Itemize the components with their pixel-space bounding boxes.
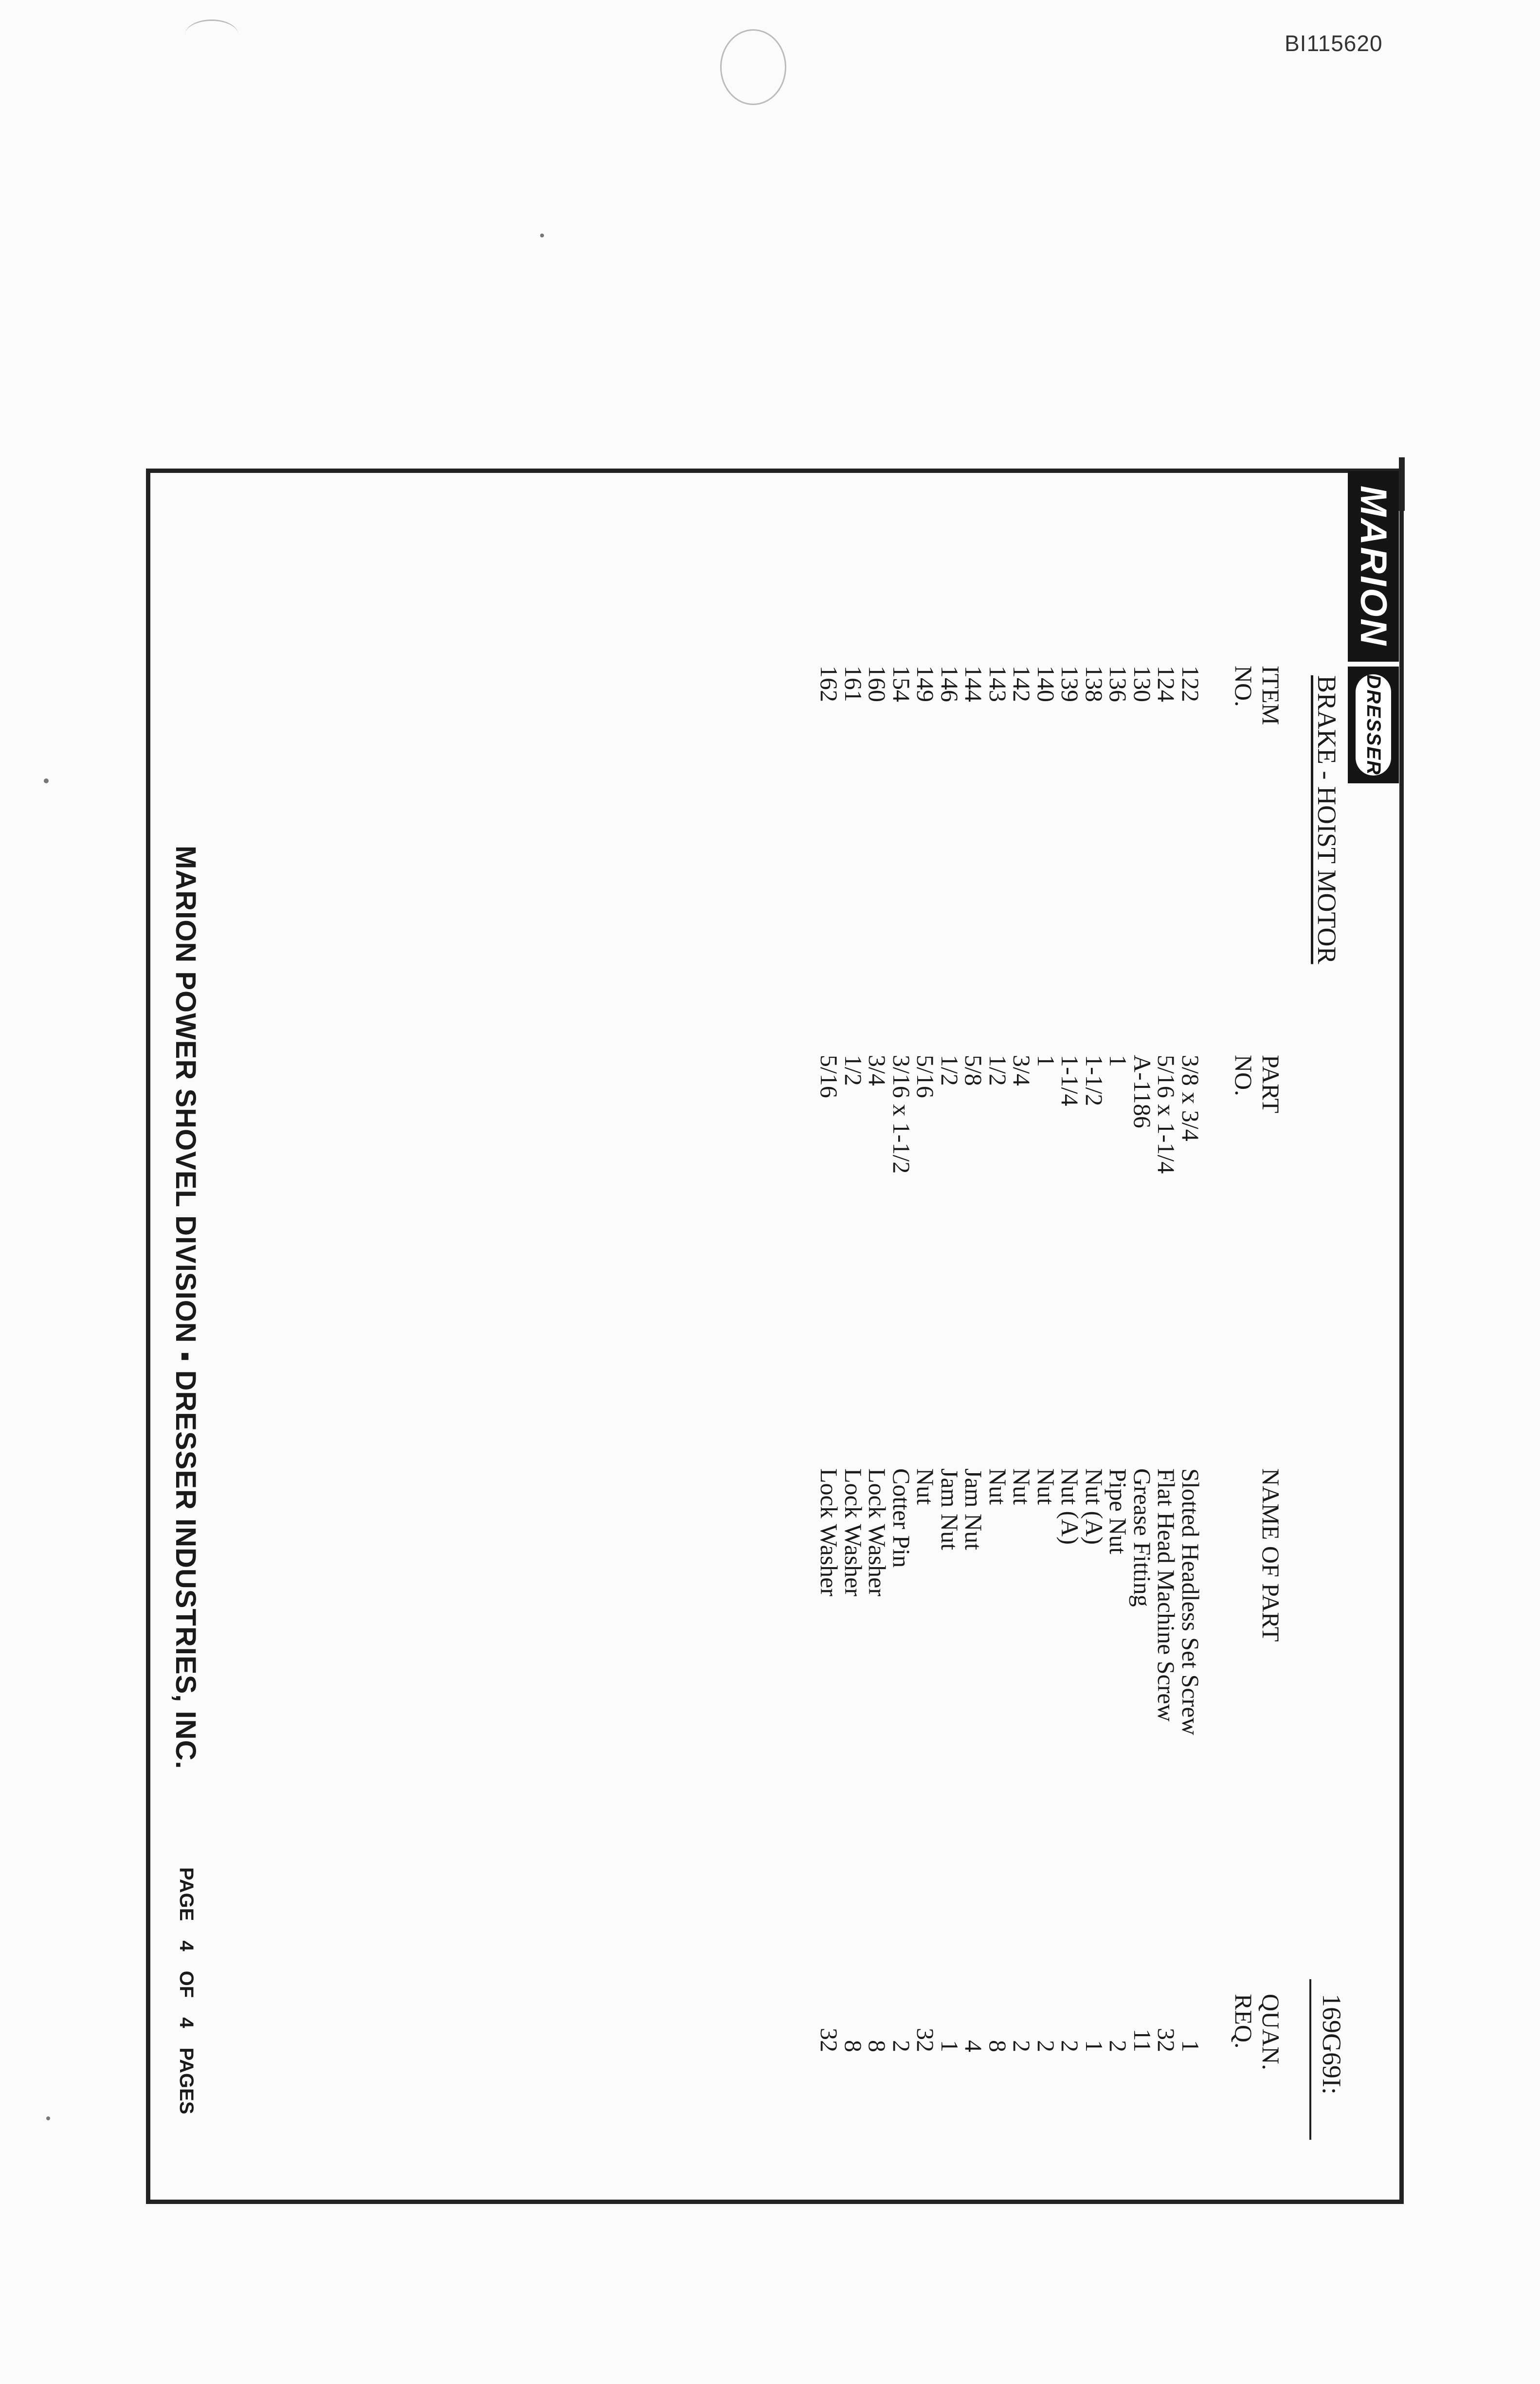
item-number: 139 [1056,666,1084,702]
quantity: 2 [1056,2040,1084,2052]
part-name: Nut [1008,1468,1036,1505]
drawing-number-underline [1309,1979,1311,2140]
part-number: 3/8 x 3/4 [1177,1055,1204,1141]
frame-tab [1399,457,1405,511]
item-number: 143 [984,666,1012,702]
quantity: 32 [912,2028,940,2052]
part-number: 1-1/4 [1056,1055,1084,1106]
punch-hole-left [185,19,238,50]
quantity: 4 [960,2040,988,2052]
part-number: 1/2 [840,1055,867,1086]
part-name: Lock Washer [840,1468,867,1597]
header-part-no: PART NO. [1230,1055,1285,1114]
part-name: Nut [984,1468,1012,1505]
rotated-page [153,471,1399,2198]
part-name: Slotted Headless Set Screw [1177,1468,1204,1735]
part-name: Lock Washer [815,1468,843,1597]
part-number: 1/2 [984,1055,1012,1086]
part-number: 3/4 [864,1055,891,1086]
part-number: 1 [1105,1055,1132,1067]
part-number: 1 [1033,1055,1060,1067]
item-number: 162 [815,666,843,702]
item-number: 140 [1033,666,1060,702]
item-number: 122 [1177,666,1204,702]
scan-speck [540,234,544,237]
header-item-no: ITEM NO. [1230,666,1285,725]
part-name: Nut (A) [1056,1468,1084,1545]
item-number: 130 [1129,666,1156,702]
dresser-logo: DRESSER [1348,667,1399,783]
punch-hole-center [720,29,786,105]
item-number: 142 [1008,666,1036,702]
marion-logo: MARION [1348,471,1399,662]
part-number: 5/16 x 1-1/4 [1153,1055,1180,1174]
item-number: 144 [960,666,988,702]
quantity: 8 [984,2040,1012,2052]
quantity: 2 [1033,2040,1060,2052]
item-number: 146 [936,666,963,702]
part-name: Grease Fitting [1129,1468,1156,1607]
quantity: 32 [815,2028,843,2052]
part-name: Pipe Nut [1105,1468,1132,1554]
quantity: 11 [1129,2028,1156,2052]
document-id: BI115620 [1285,31,1383,56]
header-quantity: QUAN. REQ. [1230,1994,1285,2070]
scan-speck [46,2116,50,2120]
footer-page-indicator: PAGE 4 OF 4 PAGES [176,1867,197,2114]
marion-dresser-logo [1348,471,1399,783]
part-number: 5/16 [912,1055,940,1098]
part-number: 3/4 [1008,1055,1036,1086]
quantity: 8 [840,2040,867,2052]
part-number: 1/2 [936,1055,963,1086]
quantity: 2 [888,2040,915,2052]
item-number: 124 [1153,666,1180,702]
header-name-of-part: NAME OF PART [1257,1468,1285,1642]
part-name: Cotter Pin [888,1468,915,1568]
quantity: 1 [936,2040,963,2052]
page-title: BRAKE - HOIST MOTOR [1312,675,1341,964]
part-name: Jam Nut [936,1468,963,1551]
quantity: 8 [864,2040,891,2052]
quantity: 32 [1153,2028,1180,2052]
item-number: 136 [1105,666,1132,702]
quantity: 1 [1081,2040,1108,2052]
part-name: Nut [912,1468,940,1505]
item-number: 154 [888,666,915,702]
item-number: 149 [912,666,940,702]
part-name: Flat Head Machine Screw [1153,1468,1180,1722]
quantity: 1 [1177,2040,1204,2052]
part-name: Nut (A) [1081,1468,1108,1545]
part-number: 5/8 [960,1055,988,1086]
item-number: 138 [1081,666,1108,702]
part-number: 3/16 x 1-1/2 [888,1055,915,1174]
item-number: 160 [864,666,891,702]
item-number: 161 [840,666,867,702]
part-name: Lock Washer [864,1468,891,1597]
part-number: 1-1/2 [1081,1055,1108,1106]
part-number: A-1186 [1129,1055,1156,1128]
footer [163,471,202,2174]
quantity: 2 [1008,2040,1036,2052]
part-name: Nut [1033,1468,1060,1505]
part-name: Jam Nut [960,1468,988,1551]
drawing-number: 169G69I: [1317,1994,1346,2095]
quantity: 2 [1105,2040,1132,2052]
footer-company: MARION POWER SHOVEL DIVISION ▪ DRESSER INDUSTRIES, INC. [170,846,201,1770]
scan-speck [44,778,49,783]
part-number: 5/16 [815,1055,843,1098]
